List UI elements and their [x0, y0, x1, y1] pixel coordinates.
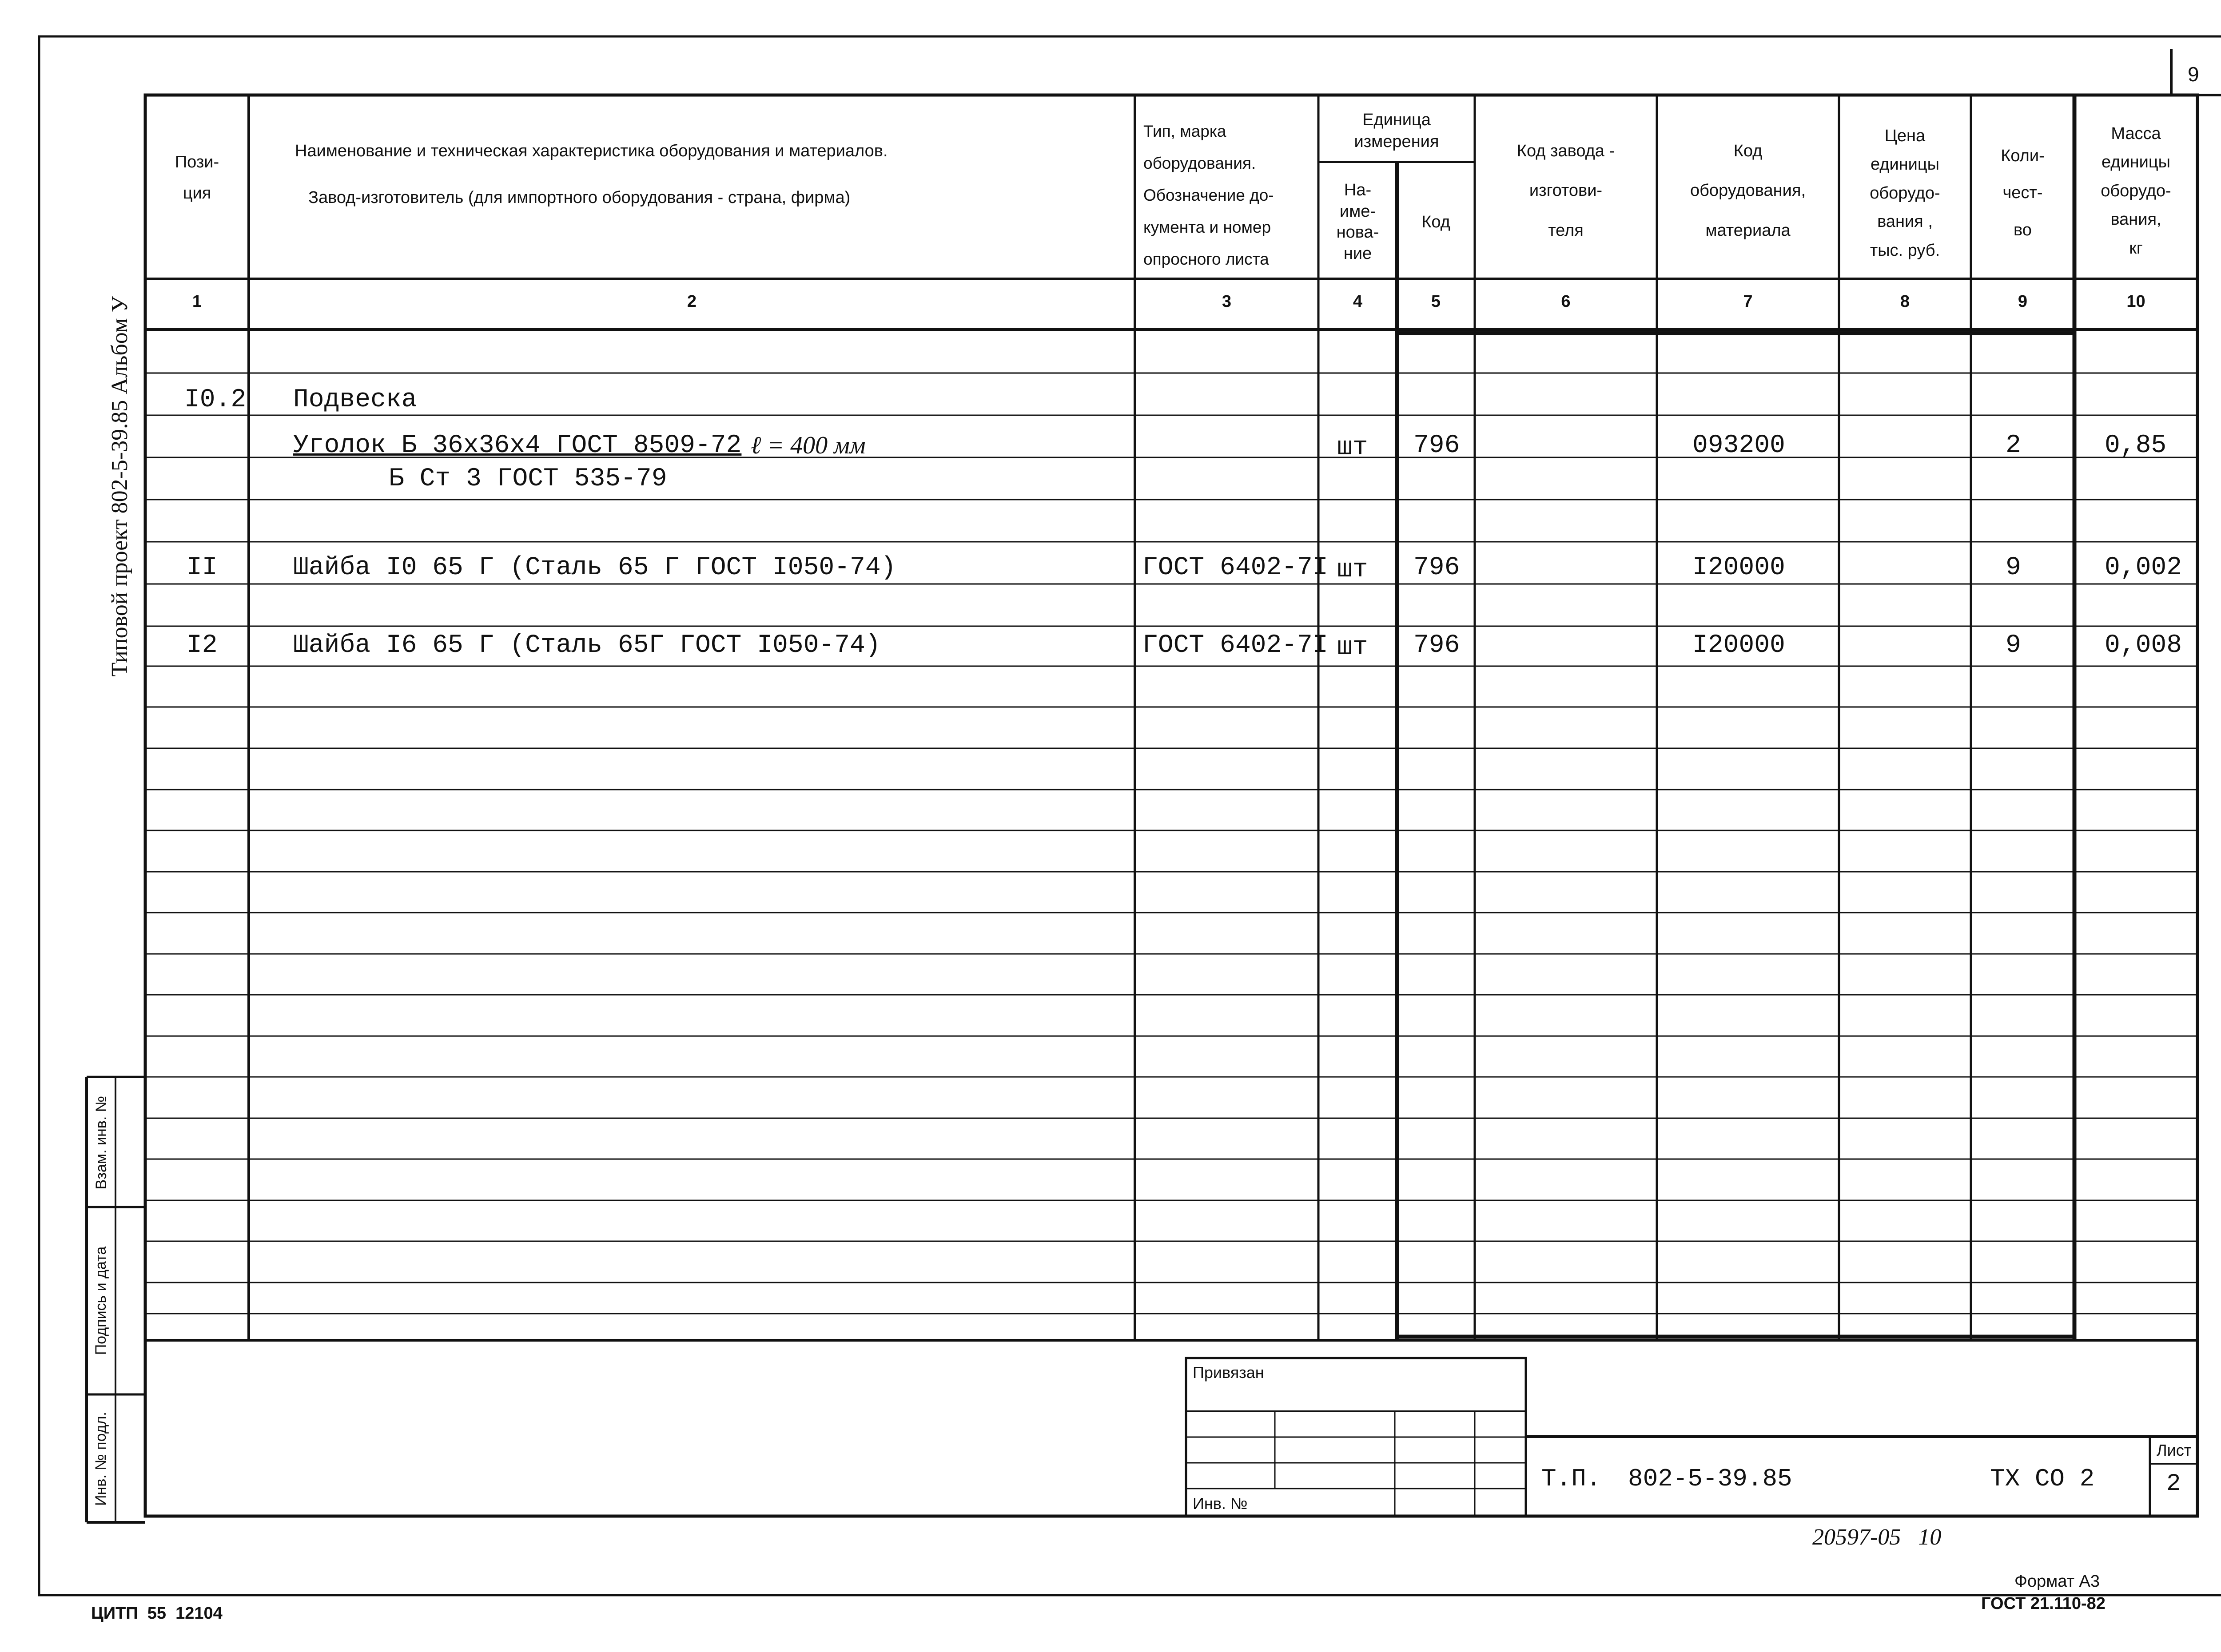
row-name: Шайба I0 65 Г (Сталь 65 Г ГОСТ I050-74)	[293, 553, 896, 582]
row-unit: шт	[1337, 433, 1368, 462]
row-equipment-code: I20000	[1692, 631, 1785, 660]
header-unit-group: Единица измерения	[1354, 110, 1439, 151]
inv-no-label: Инв. №	[1193, 1494, 1248, 1513]
document-code: ТХ СО 2	[1990, 1465, 2095, 1493]
row-name: Б Ст 3 ГОСТ 535-79	[389, 465, 667, 493]
colnum-4: 4	[1353, 292, 1363, 311]
row-name: Шайба I6 65 Г (Сталь 65Г ГОСТ I050-74)	[293, 631, 881, 660]
row-equipment-code: 093200	[1692, 431, 1785, 460]
row-name: Подвеска	[293, 385, 417, 414]
header-type-mark: Тип, марка оборудования. Обозначение до- кумента и номер опросного листа	[1143, 122, 1274, 269]
header-name-line2: Завод-изготовитель (для импортного оборудования - страна, фирма)	[308, 188, 851, 207]
row-quantity: 2	[2006, 431, 2021, 460]
row-mass: 0,008	[2105, 631, 2182, 660]
format-label: Формат А3	[2014, 1572, 2100, 1591]
row-equipment-code: I20000	[1692, 553, 1785, 582]
privyazan-label: Привязан	[1193, 1363, 1264, 1382]
stamp-inv-no-podl: Инв. № подл.	[92, 1412, 109, 1506]
row-mass: 0,85	[2105, 431, 2167, 460]
colnum-5: 5	[1431, 292, 1441, 311]
row-unit: шт	[1337, 556, 1368, 584]
row-length: ℓ = 400 мм	[751, 432, 866, 459]
row-unit-code: 796	[1413, 553, 1460, 582]
row-position: I0.2	[184, 385, 247, 414]
row-doc: ГОСТ 6402-7I	[1142, 553, 1328, 582]
colnum-6: 6	[1561, 292, 1571, 311]
row-position: I2	[187, 631, 218, 660]
row-mass: 0,002	[2105, 553, 2182, 582]
project-number: 802-5-39.85	[1628, 1465, 1792, 1493]
colnum-3: 3	[1222, 292, 1232, 311]
row-unit-code: 796	[1413, 431, 1460, 460]
header-unit-code: Код	[1421, 212, 1450, 231]
row-position: II	[187, 553, 218, 582]
list-number: 2	[2166, 1470, 2181, 1497]
row-quantity: 9	[2006, 631, 2021, 660]
header-position: Пози- ция	[175, 152, 219, 203]
colnum-7: 7	[1743, 292, 1753, 311]
colnum-2: 2	[687, 292, 697, 311]
citp-label: ЦИТП 55 12104	[91, 1604, 223, 1623]
stamp-podpis-data: Подпись и дата	[92, 1246, 109, 1355]
row-unit-code: 796	[1413, 631, 1460, 660]
colnum-1: 1	[192, 292, 202, 311]
header-equipment-code: Код оборудования, материала	[1690, 142, 1806, 240]
stamp-inv-no-vzam: Взам. инв. №	[93, 1096, 110, 1190]
header-quantity: Коли- чест- во	[2001, 146, 2045, 239]
row-doc: ГОСТ 6402-7I	[1142, 631, 1328, 660]
list-label: Лист	[2157, 1441, 2192, 1459]
colnum-9: 9	[2018, 292, 2028, 311]
header-unit-name: На- име- нова- ние	[1336, 181, 1379, 263]
colnum-8: 8	[1900, 292, 1910, 311]
colnum-10: 10	[2126, 292, 2145, 311]
header-unit-mass: Масса единицы оборудо- вания, кг	[2101, 124, 2171, 258]
handwritten-number: 20597-05 10	[1812, 1525, 1942, 1550]
tp-label: Т.П.	[1541, 1465, 1601, 1493]
corner-sheet-number: 9	[2188, 63, 2199, 86]
row-name: Уголок Б 36х36х4 ГОСТ 8509-72	[293, 431, 742, 460]
gost-label: ГОСТ 21.110-82	[1981, 1594, 2106, 1613]
side-project-title: Типовой проект 802-5-39.85 Альбом У	[107, 296, 132, 677]
row-unit: шт	[1337, 633, 1368, 662]
header-name-line1: Наименование и техническая характеристика оборудования и материалов.	[295, 141, 888, 160]
header-unit-price: Цена единицы оборудо- вания , тыс. руб.	[1870, 126, 1940, 260]
row-quantity: 9	[2006, 553, 2021, 582]
header-factory-code: Код завода - изготови- теля	[1516, 142, 1615, 240]
